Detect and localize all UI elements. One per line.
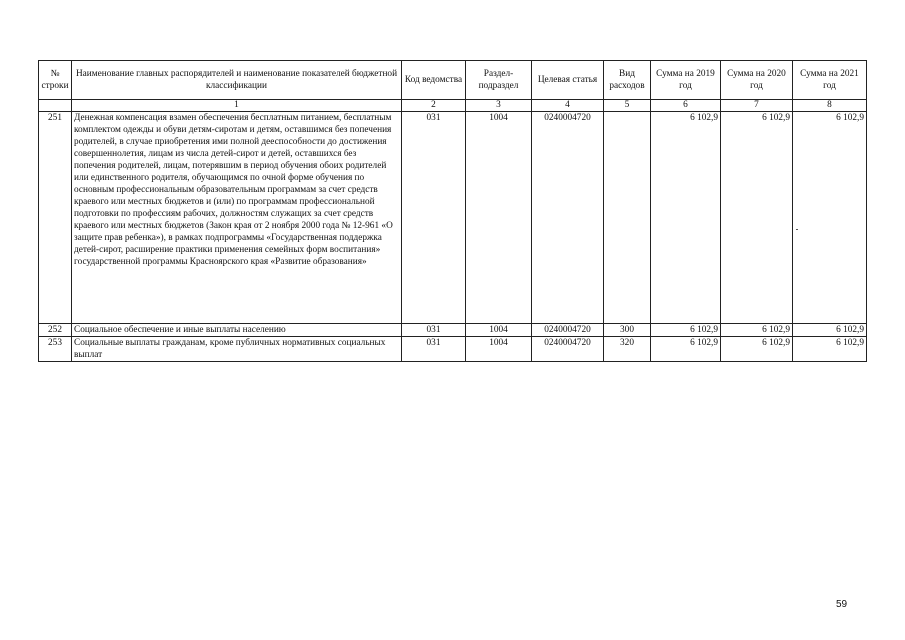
sum-2021: 6 102,9 [793, 324, 867, 337]
target-article: 0240004720 [532, 324, 604, 337]
column-number: 2 [402, 100, 466, 112]
header-row-number: № строки [39, 61, 72, 100]
budget-table [38, 60, 867, 362]
header-sum-2019: Сумма на 2019 год [651, 61, 721, 100]
table-header-row [39, 61, 867, 100]
column-number [39, 100, 72, 112]
sum-2021: 6 102,9 [793, 337, 867, 362]
sum-2019: 6 102,9 [651, 112, 721, 324]
row-number: 251 [39, 112, 72, 324]
header-sum-2020: Сумма на 2020 год [721, 61, 793, 100]
header-expense-type: Вид расходов [604, 61, 651, 100]
expense-type: 320 [604, 337, 651, 362]
row-name: Социальные выплаты гражданам, кроме публичных нормативных социальных выплат [72, 337, 402, 362]
column-number: 6 [651, 100, 721, 112]
column-number: 7 [721, 100, 793, 112]
row-number: 252 [39, 324, 72, 337]
section-code: 1004 [466, 112, 532, 324]
scan-mark [796, 229, 798, 230]
header-name: Наименование главных распорядителей и наименование показателей бюджетной классификации [72, 61, 402, 100]
department-code: 031 [402, 337, 466, 362]
table-row [39, 337, 867, 362]
sum-2020: 6 102,9 [721, 112, 793, 324]
section-code: 1004 [466, 324, 532, 337]
column-number: 3 [466, 100, 532, 112]
target-article: 0240004720 [532, 112, 604, 324]
column-number: 1 [72, 100, 402, 112]
row-name: Денежная компенсация взамен обеспечения бесплатным питанием, бесплатным комплектом одежды и обуви детям-сиротам и детям, оставшимся без попечения родителей, в случае приобретения ими полной дееспособности до достижения совершеннолетия, лицам из числа детей-сирот и детей, оставшихся без попечения родителей, лицам, потерявшим в период обучения обоих родителей или единственного родителя, обучающимся по очной форме обучения по основным профессиональным образовательным программам за счет средств краевого или местных бюджетов и (или) по программам профессиональной подготовки по профессиям рабочих, должностям служащих за счет средств краевого или местных бюджетов (Закон края от 2 ноября 2000 года № 12-961 «О защите прав ребенка»), в рамках подпрограммы «Государственная поддержка детей-сирот, расширение практики применения семейных форм воспитания» государственной программы Красноярского края «Развитие образования» [72, 112, 402, 324]
sum-2019: 6 102,9 [651, 324, 721, 337]
row-number: 253 [39, 337, 72, 362]
expense-type: 300 [604, 324, 651, 337]
header-target-article: Целевая статья [532, 61, 604, 100]
column-number: 5 [604, 100, 651, 112]
column-number: 8 [793, 100, 867, 112]
page-number: 59 [836, 599, 848, 610]
sum-2020: 6 102,9 [721, 324, 793, 337]
header-sum-2021: Сумма на 2021 год [793, 61, 867, 100]
column-number-row [39, 100, 867, 112]
header-section: Раздел-подраздел [466, 61, 532, 100]
table-row [39, 112, 867, 324]
target-article: 0240004720 [532, 337, 604, 362]
table-row [39, 324, 867, 337]
sum-2021: 6 102,9 [793, 112, 867, 324]
section-code: 1004 [466, 337, 532, 362]
department-code: 031 [402, 324, 466, 337]
sum-2019: 6 102,9 [651, 337, 721, 362]
column-number: 4 [532, 100, 604, 112]
expense-type [604, 112, 651, 324]
row-name: Социальное обеспечение и иные выплаты населению [72, 324, 402, 337]
department-code: 031 [402, 112, 466, 324]
header-department-code: Код ведомства [402, 61, 466, 100]
sum-2020: 6 102,9 [721, 337, 793, 362]
